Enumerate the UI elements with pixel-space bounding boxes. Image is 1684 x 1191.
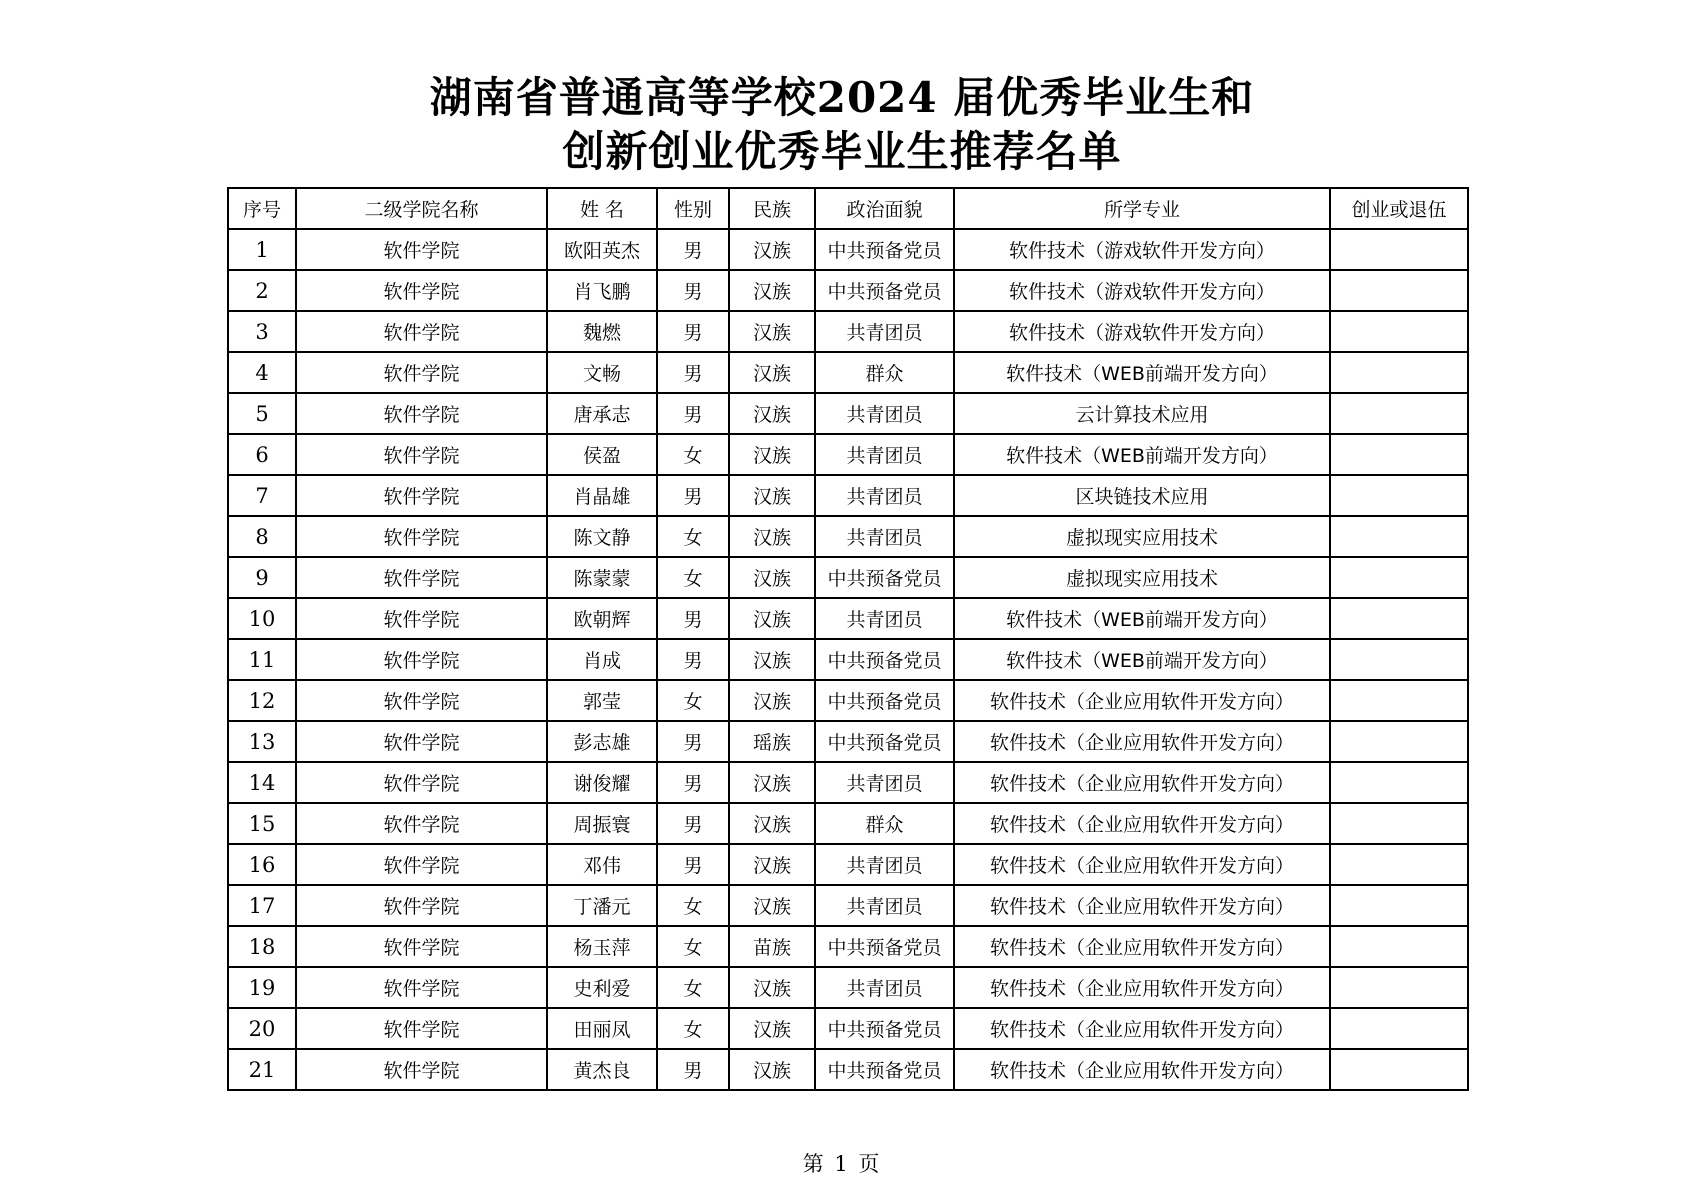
cell-entrepreneur-or-veteran <box>1330 1049 1468 1090</box>
cell-name: 唐承志 <box>547 393 657 434</box>
cell-political-status: 共青团员 <box>815 311 954 352</box>
cell-gender: 男 <box>657 844 729 885</box>
cell-name: 郭莹 <box>547 680 657 721</box>
table-row <box>228 721 1468 762</box>
cell-college: 软件学院 <box>296 1049 547 1090</box>
cell-political-status: 共青团员 <box>815 844 954 885</box>
document-title-line2: 创新创业优秀毕业生推荐名单 <box>562 127 1122 176</box>
header-name: 姓 名 <box>547 188 657 229</box>
cell-political-status: 共青团员 <box>815 516 954 557</box>
cell-entrepreneur-or-veteran <box>1330 844 1468 885</box>
cell-ethnicity: 汉族 <box>729 844 815 885</box>
cell-gender: 男 <box>657 762 729 803</box>
table-row <box>228 311 1468 352</box>
cell-political-status: 中共预备党员 <box>815 557 954 598</box>
cell-ethnicity: 汉族 <box>729 680 815 721</box>
cell-political-status: 共青团员 <box>815 475 954 516</box>
cell-political-status: 中共预备党员 <box>815 1049 954 1090</box>
cell-major: 软件技术（企业应用软件开发方向） <box>954 844 1330 885</box>
cell-index: 3 <box>228 311 296 352</box>
header-gender: 性别 <box>657 188 729 229</box>
cell-index: 11 <box>228 639 296 680</box>
cell-political-status: 中共预备党员 <box>815 680 954 721</box>
cell-major: 虚拟现实应用技术 <box>954 557 1330 598</box>
cell-gender: 女 <box>657 926 729 967</box>
cell-index: 8 <box>228 516 296 557</box>
cell-political-status: 共青团员 <box>815 885 954 926</box>
cell-college: 软件学院 <box>296 803 547 844</box>
cell-political-status: 共青团员 <box>815 434 954 475</box>
table-row <box>228 639 1468 680</box>
cell-index: 21 <box>228 1049 296 1090</box>
cell-ethnicity: 汉族 <box>729 1008 815 1049</box>
cell-ethnicity: 汉族 <box>729 557 815 598</box>
table-body <box>228 229 1468 1090</box>
cell-college: 软件学院 <box>296 639 547 680</box>
cell-college: 软件学院 <box>296 557 547 598</box>
cell-gender: 女 <box>657 967 729 1008</box>
cell-college: 软件学院 <box>296 393 547 434</box>
cell-college: 软件学院 <box>296 721 547 762</box>
cell-major: 区块链技术应用 <box>954 475 1330 516</box>
cell-gender: 男 <box>657 393 729 434</box>
cell-political-status: 群众 <box>815 803 954 844</box>
cell-political-status: 中共预备党员 <box>815 926 954 967</box>
cell-major: 软件技术（企业应用软件开发方向） <box>954 803 1330 844</box>
cell-gender: 女 <box>657 885 729 926</box>
table-row <box>228 229 1468 270</box>
cell-entrepreneur-or-veteran <box>1330 926 1468 967</box>
cell-major: 软件技术（企业应用软件开发方向） <box>954 1049 1330 1090</box>
cell-ethnicity: 瑶族 <box>729 721 815 762</box>
table-row <box>228 762 1468 803</box>
header-entrepreneur-or-veteran: 创业或退伍 <box>1330 188 1468 229</box>
cell-index: 6 <box>228 434 296 475</box>
cell-index: 10 <box>228 598 296 639</box>
cell-index: 19 <box>228 967 296 1008</box>
cell-gender: 男 <box>657 475 729 516</box>
cell-political-status: 中共预备党员 <box>815 270 954 311</box>
cell-gender: 男 <box>657 270 729 311</box>
header-index: 序号 <box>228 188 296 229</box>
cell-entrepreneur-or-veteran <box>1330 885 1468 926</box>
cell-name: 肖成 <box>547 639 657 680</box>
cell-gender: 女 <box>657 680 729 721</box>
cell-entrepreneur-or-veteran <box>1330 352 1468 393</box>
cell-index: 18 <box>228 926 296 967</box>
cell-name: 田丽凤 <box>547 1008 657 1049</box>
cell-college: 软件学院 <box>296 475 547 516</box>
cell-major: 软件技术（企业应用软件开发方向） <box>954 926 1330 967</box>
cell-major: 软件技术（企业应用软件开发方向） <box>954 1008 1330 1049</box>
cell-name: 杨玉萍 <box>547 926 657 967</box>
table-row <box>228 803 1468 844</box>
cell-political-status: 中共预备党员 <box>815 721 954 762</box>
cell-college: 软件学院 <box>296 229 547 270</box>
table-row <box>228 1049 1468 1090</box>
table-row <box>228 598 1468 639</box>
cell-college: 软件学院 <box>296 311 547 352</box>
cell-ethnicity: 汉族 <box>729 885 815 926</box>
table-row <box>228 885 1468 926</box>
cell-ethnicity: 汉族 <box>729 967 815 1008</box>
cell-index: 2 <box>228 270 296 311</box>
table-row <box>228 393 1468 434</box>
cell-entrepreneur-or-veteran <box>1330 639 1468 680</box>
cell-college: 软件学院 <box>296 885 547 926</box>
cell-index: 12 <box>228 680 296 721</box>
cell-major: 软件技术（企业应用软件开发方向） <box>954 762 1330 803</box>
cell-entrepreneur-or-veteran <box>1330 803 1468 844</box>
cell-entrepreneur-or-veteran <box>1330 270 1468 311</box>
cell-entrepreneur-or-veteran <box>1330 516 1468 557</box>
cell-gender: 男 <box>657 803 729 844</box>
cell-index: 14 <box>228 762 296 803</box>
cell-college: 软件学院 <box>296 270 547 311</box>
cell-gender: 男 <box>657 721 729 762</box>
table-row <box>228 680 1468 721</box>
cell-ethnicity: 汉族 <box>729 639 815 680</box>
cell-name: 史利爱 <box>547 967 657 1008</box>
cell-entrepreneur-or-veteran <box>1330 475 1468 516</box>
cell-political-status: 共青团员 <box>815 967 954 1008</box>
table-row <box>228 475 1468 516</box>
table-row <box>228 1008 1468 1049</box>
cell-major: 软件技术（企业应用软件开发方向） <box>954 680 1330 721</box>
document-title-line1: 湖南省普通高等学校2024 届优秀毕业生和 <box>429 73 1255 122</box>
cell-name: 丁潘元 <box>547 885 657 926</box>
cell-college: 软件学院 <box>296 352 547 393</box>
cell-gender: 男 <box>657 311 729 352</box>
cell-political-status: 共青团员 <box>815 762 954 803</box>
cell-ethnicity: 汉族 <box>729 229 815 270</box>
cell-ethnicity: 汉族 <box>729 434 815 475</box>
cell-index: 15 <box>228 803 296 844</box>
cell-name: 魏燃 <box>547 311 657 352</box>
cell-ethnicity: 汉族 <box>729 762 815 803</box>
cell-index: 20 <box>228 1008 296 1049</box>
cell-ethnicity: 汉族 <box>729 516 815 557</box>
cell-name: 彭志雄 <box>547 721 657 762</box>
table-row <box>228 967 1468 1008</box>
cell-major: 软件技术（WEB前端开发方向） <box>954 598 1330 639</box>
cell-college: 软件学院 <box>296 680 547 721</box>
cell-name: 陈文静 <box>547 516 657 557</box>
cell-ethnicity: 汉族 <box>729 393 815 434</box>
cell-gender: 男 <box>657 639 729 680</box>
cell-gender: 男 <box>657 352 729 393</box>
cell-entrepreneur-or-veteran <box>1330 434 1468 475</box>
cell-name: 侯盈 <box>547 434 657 475</box>
cell-major: 软件技术（游戏软件开发方向） <box>954 229 1330 270</box>
cell-name: 肖晶雄 <box>547 475 657 516</box>
recommendation-table <box>227 187 1469 1091</box>
cell-political-status: 共青团员 <box>815 598 954 639</box>
table-header-row <box>228 188 1468 229</box>
cell-name: 欧朝辉 <box>547 598 657 639</box>
table-row <box>228 926 1468 967</box>
cell-gender: 男 <box>657 229 729 270</box>
cell-entrepreneur-or-veteran <box>1330 762 1468 803</box>
cell-name: 周振寰 <box>547 803 657 844</box>
cell-major: 软件技术（WEB前端开发方向） <box>954 639 1330 680</box>
cell-entrepreneur-or-veteran <box>1330 393 1468 434</box>
cell-ethnicity: 汉族 <box>729 270 815 311</box>
cell-name: 文畅 <box>547 352 657 393</box>
cell-ethnicity: 汉族 <box>729 803 815 844</box>
cell-college: 软件学院 <box>296 598 547 639</box>
table-row <box>228 352 1468 393</box>
cell-major: 虚拟现实应用技术 <box>954 516 1330 557</box>
cell-college: 软件学院 <box>296 926 547 967</box>
header-ethnicity: 民族 <box>729 188 815 229</box>
cell-major: 云计算技术应用 <box>954 393 1330 434</box>
header-political-status: 政治面貌 <box>815 188 954 229</box>
cell-index: 5 <box>228 393 296 434</box>
cell-college: 软件学院 <box>296 762 547 803</box>
cell-gender: 女 <box>657 516 729 557</box>
cell-name: 黄杰良 <box>547 1049 657 1090</box>
cell-gender: 男 <box>657 598 729 639</box>
cell-entrepreneur-or-veteran <box>1330 680 1468 721</box>
cell-name: 邓伟 <box>547 844 657 885</box>
cell-political-status: 中共预备党员 <box>815 639 954 680</box>
cell-name: 欧阳英杰 <box>547 229 657 270</box>
header-major: 所学专业 <box>954 188 1330 229</box>
table-row <box>228 270 1468 311</box>
cell-ethnicity: 汉族 <box>729 311 815 352</box>
cell-entrepreneur-or-veteran <box>1330 967 1468 1008</box>
cell-entrepreneur-or-veteran <box>1330 1008 1468 1049</box>
cell-ethnicity: 汉族 <box>729 475 815 516</box>
table-row <box>228 844 1468 885</box>
cell-college: 软件学院 <box>296 434 547 475</box>
cell-college: 软件学院 <box>296 1008 547 1049</box>
cell-major: 软件技术（企业应用软件开发方向） <box>954 721 1330 762</box>
cell-major: 软件技术（企业应用软件开发方向） <box>954 967 1330 1008</box>
cell-political-status: 中共预备党员 <box>815 1008 954 1049</box>
cell-index: 13 <box>228 721 296 762</box>
cell-name: 陈蒙蒙 <box>547 557 657 598</box>
cell-index: 16 <box>228 844 296 885</box>
cell-index: 17 <box>228 885 296 926</box>
cell-index: 1 <box>228 229 296 270</box>
cell-gender: 女 <box>657 434 729 475</box>
cell-entrepreneur-or-veteran <box>1330 311 1468 352</box>
cell-entrepreneur-or-veteran <box>1330 229 1468 270</box>
cell-ethnicity: 汉族 <box>729 598 815 639</box>
cell-gender: 女 <box>657 557 729 598</box>
cell-ethnicity: 苗族 <box>729 926 815 967</box>
cell-gender: 男 <box>657 1049 729 1090</box>
cell-index: 7 <box>228 475 296 516</box>
cell-entrepreneur-or-veteran <box>1330 721 1468 762</box>
cell-college: 软件学院 <box>296 967 547 1008</box>
cell-index: 4 <box>228 352 296 393</box>
cell-name: 肖飞鹏 <box>547 270 657 311</box>
cell-ethnicity: 汉族 <box>729 352 815 393</box>
cell-name: 谢俊耀 <box>547 762 657 803</box>
cell-college: 软件学院 <box>296 516 547 557</box>
cell-college: 软件学院 <box>296 844 547 885</box>
header-college: 二级学院名称 <box>296 188 547 229</box>
cell-gender: 女 <box>657 1008 729 1049</box>
table-row <box>228 434 1468 475</box>
cell-major: 软件技术（WEB前端开发方向） <box>954 434 1330 475</box>
cell-major: 软件技术（游戏软件开发方向） <box>954 270 1330 311</box>
cell-ethnicity: 汉族 <box>729 1049 815 1090</box>
page-number: 第 1 页 <box>802 1152 882 1176</box>
table-row <box>228 516 1468 557</box>
cell-political-status: 群众 <box>815 352 954 393</box>
cell-major: 软件技术（WEB前端开发方向） <box>954 352 1330 393</box>
cell-major: 软件技术（企业应用软件开发方向） <box>954 885 1330 926</box>
cell-entrepreneur-or-veteran <box>1330 557 1468 598</box>
cell-index: 9 <box>228 557 296 598</box>
cell-political-status: 中共预备党员 <box>815 229 954 270</box>
cell-entrepreneur-or-veteran <box>1330 598 1468 639</box>
table-row <box>228 557 1468 598</box>
cell-political-status: 共青团员 <box>815 393 954 434</box>
cell-major: 软件技术（游戏软件开发方向） <box>954 311 1330 352</box>
